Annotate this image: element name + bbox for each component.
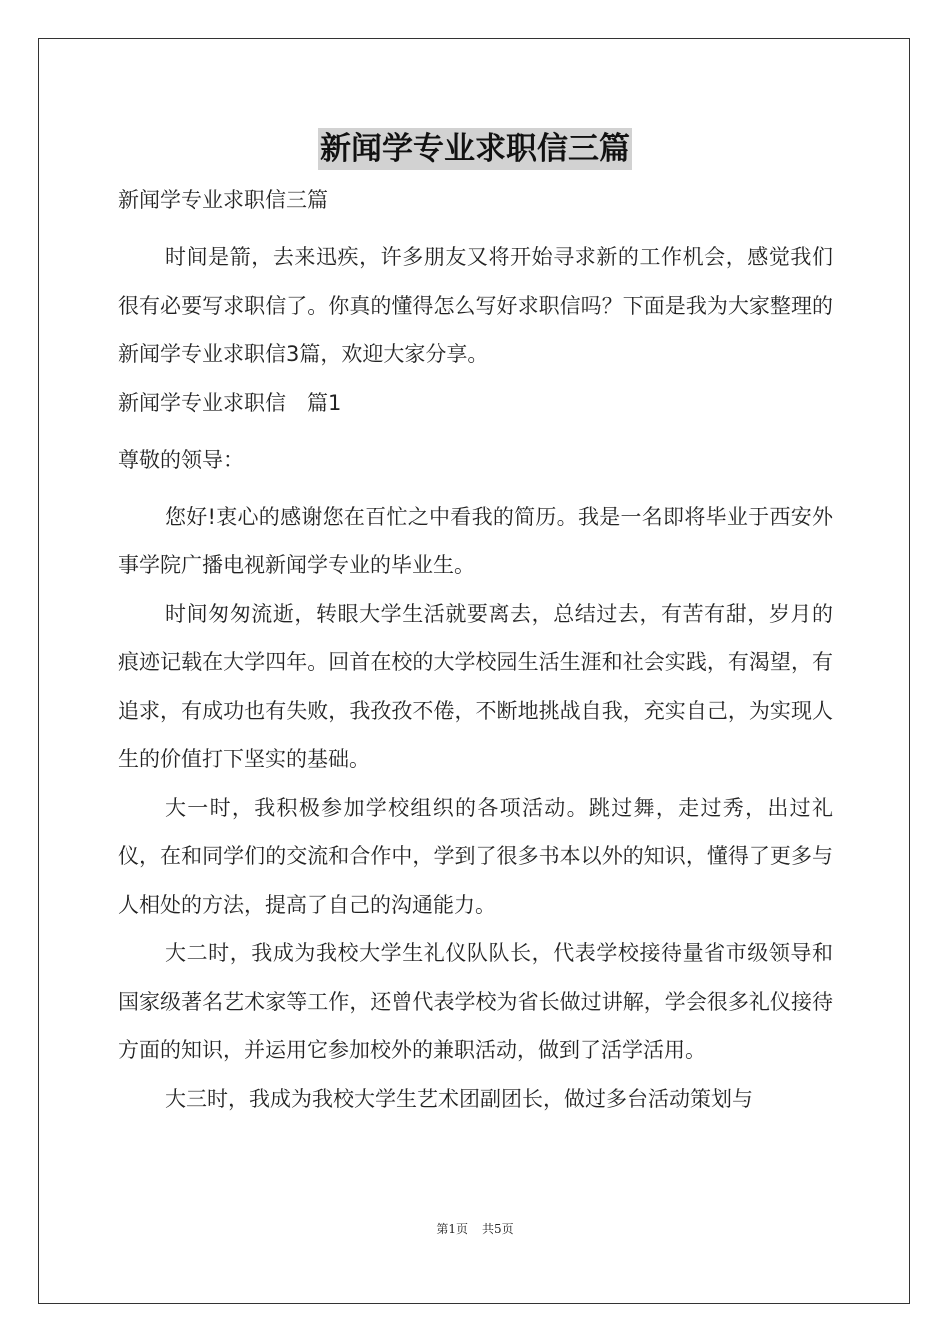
title-container [0, 128, 950, 170]
section-heading: 新闻学专业求职信 篇1 [118, 390, 342, 415]
paragraph-year-one: 大一时，我积极参加学校组织的各项活动。跳过舞，走过秀，出过礼仪，在和同学们的交流和合作中，学到了很多书本以外的知识，懂得了更多与人相处的方法，提高了自己的沟通能力。 [118, 795, 833, 917]
document-body [118, 176, 833, 1123]
paragraph-year-three: 大三时，我成为我校大学生艺术团副团长，做过多台活动策划与 [165, 1086, 753, 1111]
paragraph-summary: 时间匆匆流逝，转眼大学生活就要离去，总结过去，有苦有甜，岁月的痕迹记载在大学四年。回首在校的大学校园生活生涯和社会实践，有渴望，有追求，有成功也有失败，我孜孜不倦，不断地挑战自我，充实自己，为实现人生的价值打下坚实的基础。 [118, 601, 833, 771]
page-number: 第1页 [436, 1222, 468, 1236]
paragraph-year-two: 大二时，我成为我校大学生礼仪队队长，代表学校接待量省市级领导和国家级著名艺术家等工作，还曾代表学校为省长做过讲解，学会很多礼仪接待方面的知识，并运用它参加校外的兼职活动，做到了活学活用。 [118, 941, 833, 1062]
page-footer [0, 1220, 950, 1237]
salutation: 尊敬的领导： [118, 447, 244, 472]
page-total: 共5页 [482, 1222, 514, 1236]
paragraph-greeting: 您好!衷心的感谢您在百忙之中看我的简历。我是一名即将毕业于西安外事学院广播电视新闻学专业的毕业生。 [118, 504, 833, 577]
document-title: 新闻学专业求职信三篇 [318, 128, 632, 170]
paragraph-heading: 新闻学专业求职信三篇 [118, 188, 328, 212]
paragraph-intro: 时间是箭，去来迅疾，许多朋友又将开始寻求新的工作机会，感觉我们很有必要写求职信了。你真的懂得怎么写好求职信吗？下面是我为大家整理的新闻学专业求职信3篇，欢迎大家分享。 [118, 245, 833, 366]
